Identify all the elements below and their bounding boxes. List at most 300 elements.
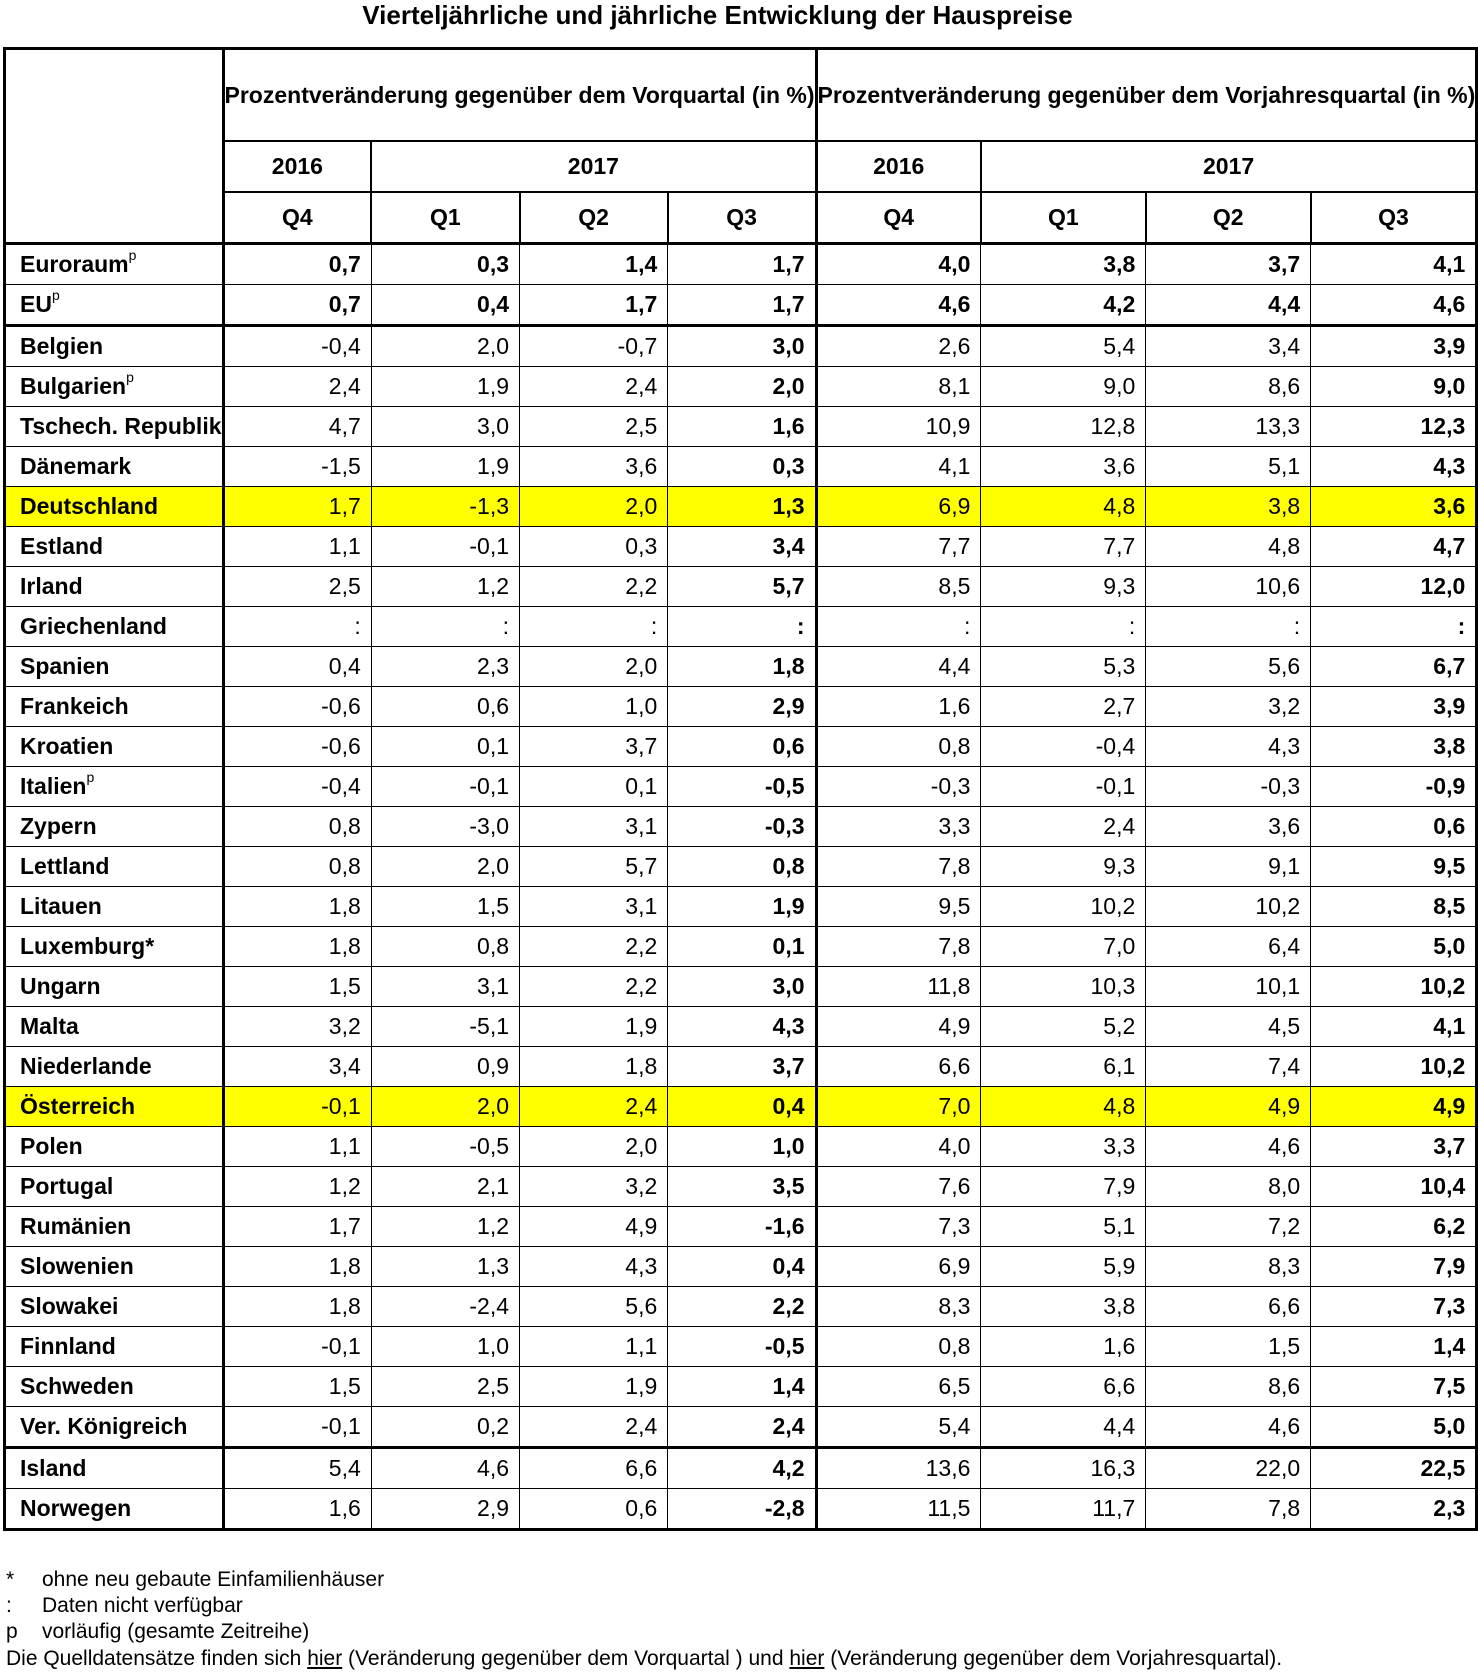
value-cell: 1,6 — [223, 1489, 371, 1530]
footnote — [6, 1567, 384, 1593]
value-cell: 0,3 — [371, 244, 519, 285]
value-cell: -0,5 — [371, 1127, 519, 1167]
header-quarter: Q4 — [816, 192, 981, 244]
value-cell: 7,9 — [981, 1167, 1146, 1207]
value-cell: 1,0 — [668, 1127, 816, 1167]
value-cell: 1,2 — [371, 1207, 519, 1247]
value-cell: 8,5 — [1311, 887, 1477, 927]
table-row — [5, 1087, 1477, 1127]
country-name: Luxemburg* — [20, 933, 155, 959]
value-cell: 7,7 — [816, 527, 981, 567]
value-cell: 4,6 — [1146, 1407, 1311, 1448]
value-cell: 3,6 — [520, 447, 668, 487]
country-cell — [5, 407, 224, 447]
value-cell: 2,0 — [371, 1087, 519, 1127]
provisional-marker: p — [126, 369, 134, 385]
value-cell: 4,3 — [668, 1007, 816, 1047]
value-cell: -0,4 — [223, 326, 371, 367]
value-cell: 7,7 — [981, 527, 1146, 567]
value-cell: 0,8 — [816, 1327, 981, 1367]
value-cell: 8,1 — [816, 367, 981, 407]
value-cell: 3,8 — [1311, 727, 1477, 767]
value-cell: 1,4 — [668, 1367, 816, 1407]
country-name: Estland — [20, 533, 104, 559]
country-cell — [5, 1287, 224, 1327]
value-cell: 4,0 — [816, 1127, 981, 1167]
value-cell: 2,2 — [520, 967, 668, 1007]
value-cell: 8,3 — [1146, 1247, 1311, 1287]
country-cell — [5, 527, 224, 567]
table-row — [5, 567, 1477, 607]
country-name: Belgien — [20, 333, 104, 359]
value-cell: 8,0 — [1146, 1167, 1311, 1207]
header-corner — [5, 49, 224, 244]
value-cell: 3,0 — [668, 967, 816, 1007]
value-cell: 2,7 — [981, 687, 1146, 727]
value-cell: 4,2 — [668, 1448, 816, 1489]
table-row — [5, 1448, 1477, 1489]
value-cell: 10,2 — [1311, 1047, 1477, 1087]
value-cell: 1,9 — [520, 1007, 668, 1047]
table-row — [5, 1007, 1477, 1047]
header-quarter: Q1 — [981, 192, 1146, 244]
value-cell: 9,0 — [981, 367, 1146, 407]
country-cell — [5, 1247, 224, 1287]
value-cell: -2,4 — [371, 1287, 519, 1327]
header-quarter: Q1 — [371, 192, 519, 244]
value-cell: 1,4 — [1311, 1327, 1477, 1367]
header-group-vorjahresquartal-label: Prozentveränderung gegenüber dem Vorjahresquartal (in %) — [817, 82, 1476, 108]
header-quarter: Q3 — [668, 192, 816, 244]
country-cell — [5, 285, 224, 326]
country-cell — [5, 647, 224, 687]
value-cell: 0,8 — [816, 727, 981, 767]
value-cell: 3,7 — [520, 727, 668, 767]
value-cell: 1,8 — [223, 887, 371, 927]
value-cell: 3,4 — [668, 527, 816, 567]
value-cell: 4,9 — [1311, 1087, 1477, 1127]
country-cell — [5, 967, 224, 1007]
country-name: Dänemark — [20, 453, 132, 479]
country-cell — [5, 567, 224, 607]
value-cell: 10,4 — [1311, 1167, 1477, 1207]
footnote-symbol: * — [6, 1568, 15, 1591]
value-cell: -1,3 — [371, 487, 519, 527]
value-cell: 3,2 — [223, 1007, 371, 1047]
value-cell: 0,6 — [520, 1489, 668, 1530]
country-name: Finnland — [20, 1333, 116, 1359]
source-note — [6, 1646, 1282, 1672]
value-cell: 2,3 — [371, 647, 519, 687]
value-cell: 4,9 — [1146, 1087, 1311, 1127]
value-cell: 0,8 — [371, 927, 519, 967]
value-cell: 3,2 — [520, 1167, 668, 1207]
value-cell: 3,1 — [520, 887, 668, 927]
value-cell: 1,6 — [816, 687, 981, 727]
country-name: Zypern — [20, 813, 97, 839]
value-cell: -0,3 — [1146, 767, 1311, 807]
value-cell: 10,3 — [981, 967, 1146, 1007]
value-cell: 5,7 — [668, 567, 816, 607]
country-cell — [5, 1047, 224, 1087]
value-cell: 6,9 — [816, 1247, 981, 1287]
table-row — [5, 1327, 1477, 1367]
value-cell: 9,5 — [816, 887, 981, 927]
table-row — [5, 1167, 1477, 1207]
value-cell: 0,4 — [223, 647, 371, 687]
value-cell: 1,9 — [371, 447, 519, 487]
footnote-text: ohne neu gebaute Einfamilienhäuser — [42, 1568, 385, 1591]
country-name: Slowakei — [20, 1293, 119, 1319]
country-name: Frankeich — [20, 693, 129, 719]
value-cell: 0,8 — [223, 807, 371, 847]
value-cell: : — [1311, 607, 1477, 647]
value-cell: 4,0 — [816, 244, 981, 285]
value-cell: 3,3 — [816, 807, 981, 847]
value-cell: 13,3 — [1146, 407, 1311, 447]
value-cell: 9,5 — [1311, 847, 1477, 887]
value-cell: -0,4 — [223, 767, 371, 807]
footnote — [6, 1593, 384, 1619]
value-cell: 4,9 — [816, 1007, 981, 1047]
source-link-vorquartal[interactable]: hier — [307, 1647, 343, 1670]
value-cell: 1,2 — [223, 1167, 371, 1207]
value-cell: 10,1 — [1146, 967, 1311, 1007]
value-cell: -0,1 — [223, 1327, 371, 1367]
source-suffix: (Veränderung gegenüber dem Vorjahresquartal). — [824, 1647, 1283, 1670]
table-row — [5, 1127, 1477, 1167]
value-cell: 6,6 — [1146, 1287, 1311, 1327]
value-cell: 0,7 — [223, 244, 371, 285]
value-cell: 9,3 — [981, 567, 1146, 607]
country-cell — [5, 326, 224, 367]
value-cell: 9,3 — [981, 847, 1146, 887]
value-cell: -0,3 — [816, 767, 981, 807]
value-cell: 5,4 — [816, 1407, 981, 1448]
country-cell — [5, 447, 224, 487]
country-name: Portugal — [20, 1173, 114, 1199]
value-cell: -0,5 — [668, 767, 816, 807]
header-quarter: Q3 — [1311, 192, 1477, 244]
value-cell: -0,1 — [371, 767, 519, 807]
header-group-vorquartal-label: Prozentveränderung gegenüber dem Vorquartal (in %) — [224, 82, 815, 108]
value-cell: 7,6 — [816, 1167, 981, 1207]
country-cell — [5, 807, 224, 847]
value-cell: 4,7 — [1311, 527, 1477, 567]
footnote — [6, 1619, 384, 1645]
footnotes — [6, 1567, 384, 1645]
value-cell: 2,3 — [1311, 1489, 1477, 1530]
value-cell: 3,1 — [520, 807, 668, 847]
value-cell: 2,2 — [520, 927, 668, 967]
value-cell: 3,9 — [1311, 687, 1477, 727]
value-cell: 1,6 — [668, 407, 816, 447]
country-name: Ver. Königreich — [20, 1413, 188, 1439]
value-cell: 7,0 — [981, 927, 1146, 967]
provisional-marker: p — [51, 287, 60, 303]
value-cell: : — [520, 607, 668, 647]
value-cell: 6,6 — [520, 1448, 668, 1489]
value-cell: 0,6 — [668, 727, 816, 767]
country-name: Griechenland — [20, 613, 167, 639]
value-cell: 9,1 — [1146, 847, 1311, 887]
provisional-marker: p — [86, 769, 95, 785]
value-cell: -2,8 — [668, 1489, 816, 1530]
value-cell: -0,6 — [223, 727, 371, 767]
value-cell: 1,7 — [668, 285, 816, 326]
footnote-text: vorläufig (gesamte Zeitreihe) — [42, 1620, 310, 1643]
value-cell: 4,4 — [981, 1407, 1146, 1448]
value-cell: 8,6 — [1146, 1367, 1311, 1407]
table-row — [5, 244, 1477, 285]
value-cell: -0,6 — [223, 687, 371, 727]
value-cell: 1,5 — [371, 887, 519, 927]
value-cell: 1,0 — [371, 1327, 519, 1367]
table-row — [5, 647, 1477, 687]
value-cell: 5,1 — [1146, 447, 1311, 487]
value-cell: 5,9 — [981, 1247, 1146, 1287]
footnote-symbol: p — [6, 1620, 18, 1643]
value-cell: 1,8 — [223, 1287, 371, 1327]
country-cell — [5, 1448, 224, 1489]
table-row — [5, 527, 1477, 567]
country-cell — [5, 847, 224, 887]
value-cell: 0,4 — [371, 285, 519, 326]
header-year: 2017 — [981, 141, 1477, 192]
value-cell: -0,9 — [1311, 767, 1477, 807]
value-cell: : — [816, 607, 981, 647]
table-row — [5, 487, 1477, 527]
value-cell: 5,0 — [1311, 1407, 1477, 1448]
country-cell — [5, 927, 224, 967]
value-cell: -0,1 — [223, 1407, 371, 1448]
country-name: Niederlande — [20, 1053, 152, 1079]
country-cell — [5, 607, 224, 647]
footnote-symbol: : — [6, 1594, 12, 1617]
table-row — [5, 1047, 1477, 1087]
value-cell: 4,3 — [520, 1247, 668, 1287]
value-cell: 5,4 — [981, 326, 1146, 367]
source-link-vorjahresquartal[interactable]: hier — [789, 1647, 825, 1670]
value-cell: 1,5 — [223, 967, 371, 1007]
value-cell: 7,3 — [816, 1207, 981, 1247]
value-cell: : — [1146, 607, 1311, 647]
value-cell: 1,2 — [371, 567, 519, 607]
value-cell: 4,1 — [1311, 1007, 1477, 1047]
country-name: Island — [20, 1455, 87, 1481]
value-cell: 2,1 — [371, 1167, 519, 1207]
value-cell: 2,9 — [371, 1489, 519, 1530]
value-cell: 4,1 — [1311, 244, 1477, 285]
value-cell: 3,4 — [1146, 326, 1311, 367]
value-cell: 6,2 — [1311, 1207, 1477, 1247]
value-cell: 4,8 — [981, 487, 1146, 527]
value-cell: 2,0 — [668, 367, 816, 407]
country-cell — [5, 1489, 224, 1530]
value-cell: 2,0 — [520, 1127, 668, 1167]
table-row — [5, 887, 1477, 927]
value-cell: 1,9 — [668, 887, 816, 927]
table-row — [5, 607, 1477, 647]
value-cell: 22,0 — [1146, 1448, 1311, 1489]
value-cell: 6,9 — [816, 487, 981, 527]
value-cell: -0,3 — [668, 807, 816, 847]
value-cell: 7,8 — [1146, 1489, 1311, 1530]
value-cell: : — [668, 607, 816, 647]
country-name: Litauen — [20, 893, 102, 919]
country-name: Bulgarien — [20, 373, 127, 399]
header-group-vorjahresquartal — [816, 49, 1477, 142]
value-cell: 2,2 — [668, 1287, 816, 1327]
value-cell: 3,4 — [223, 1047, 371, 1087]
value-cell: 7,5 — [1311, 1367, 1477, 1407]
value-cell: 6,5 — [816, 1367, 981, 1407]
value-cell: 0,1 — [371, 727, 519, 767]
value-cell: 2,5 — [520, 407, 668, 447]
country-cell — [5, 887, 224, 927]
value-cell: 1,9 — [520, 1367, 668, 1407]
country-name: Irland — [20, 573, 83, 599]
value-cell: 2,4 — [520, 367, 668, 407]
value-cell: 3,8 — [1146, 487, 1311, 527]
source-prefix: Die Quelldatensätze finden sich — [6, 1647, 308, 1670]
table-body — [5, 244, 1477, 1530]
value-cell: 11,8 — [816, 967, 981, 1007]
value-cell: : — [371, 607, 519, 647]
value-cell: 1,5 — [1146, 1327, 1311, 1367]
value-cell: 10,2 — [1146, 887, 1311, 927]
value-cell: 1,7 — [520, 285, 668, 326]
value-cell: 11,5 — [816, 1489, 981, 1530]
table-row — [5, 1207, 1477, 1247]
value-cell: 3,6 — [981, 447, 1146, 487]
country-name: Rumänien — [20, 1213, 132, 1239]
country-name: Österreich — [20, 1093, 136, 1119]
value-cell: 1,9 — [371, 367, 519, 407]
value-cell: 10,6 — [1146, 567, 1311, 607]
value-cell: -3,0 — [371, 807, 519, 847]
value-cell: 1,5 — [223, 1367, 371, 1407]
value-cell: 3,8 — [981, 244, 1146, 285]
value-cell: 2,4 — [520, 1407, 668, 1448]
country-cell — [5, 244, 224, 285]
header-quarter: Q2 — [520, 192, 668, 244]
value-cell: 2,5 — [223, 567, 371, 607]
value-cell: 2,0 — [520, 487, 668, 527]
value-cell: 5,4 — [223, 1448, 371, 1489]
value-cell: 3,0 — [371, 407, 519, 447]
value-cell: 10,2 — [981, 887, 1146, 927]
value-cell: 3,6 — [1146, 807, 1311, 847]
value-cell: 1,7 — [668, 244, 816, 285]
country-name: Tschech. Republik — [20, 413, 222, 439]
country-cell — [5, 1207, 224, 1247]
country-name: Lettland — [20, 853, 110, 879]
value-cell: 3,7 — [1311, 1127, 1477, 1167]
value-cell: 1,7 — [223, 1207, 371, 1247]
provisional-marker: p — [128, 247, 137, 263]
value-cell: 3,2 — [1146, 687, 1311, 727]
value-cell: 2,0 — [371, 847, 519, 887]
value-cell: 1,6 — [981, 1327, 1146, 1367]
header-year: 2017 — [371, 141, 816, 192]
table-row — [5, 447, 1477, 487]
value-cell: -1,6 — [668, 1207, 816, 1247]
table-row — [5, 1489, 1477, 1530]
value-cell: 1,1 — [520, 1327, 668, 1367]
value-cell: 4,3 — [1146, 727, 1311, 767]
value-cell: 3,3 — [981, 1127, 1146, 1167]
table-row — [5, 927, 1477, 967]
value-cell: 4,6 — [1146, 1127, 1311, 1167]
value-cell: 1,8 — [520, 1047, 668, 1087]
value-cell: 7,2 — [1146, 1207, 1311, 1247]
footnote-text: Daten nicht verfügbar — [42, 1594, 243, 1617]
table-row — [5, 1367, 1477, 1407]
header-year: 2016 — [223, 141, 371, 192]
value-cell: 12,3 — [1311, 407, 1477, 447]
table-row — [5, 285, 1477, 326]
value-cell: 6,1 — [981, 1047, 1146, 1087]
value-cell: 6,6 — [981, 1367, 1146, 1407]
value-cell: 6,6 — [816, 1047, 981, 1087]
value-cell: 3,5 — [668, 1167, 816, 1207]
value-cell: 7,3 — [1311, 1287, 1477, 1327]
table-row — [5, 687, 1477, 727]
value-cell: 5,1 — [981, 1207, 1146, 1247]
value-cell: -0,5 — [668, 1327, 816, 1367]
country-cell — [5, 1127, 224, 1167]
value-cell: 1,8 — [668, 647, 816, 687]
header-quarter: Q2 — [1146, 192, 1311, 244]
value-cell: 3,8 — [981, 1287, 1146, 1327]
value-cell: -5,1 — [371, 1007, 519, 1047]
country-name: Malta — [20, 1013, 79, 1039]
value-cell: 16,3 — [981, 1448, 1146, 1489]
table-row — [5, 727, 1477, 767]
value-cell: 5,7 — [520, 847, 668, 887]
value-cell: 4,4 — [1146, 285, 1311, 326]
value-cell: 1,7 — [223, 487, 371, 527]
value-cell: 12,8 — [981, 407, 1146, 447]
value-cell: 5,6 — [520, 1287, 668, 1327]
value-cell: 1,1 — [223, 1127, 371, 1167]
table-row — [5, 967, 1477, 1007]
value-cell: 1,3 — [371, 1247, 519, 1287]
value-cell: 3,0 — [668, 326, 816, 367]
value-cell: -0,1 — [981, 767, 1146, 807]
value-cell: 3,9 — [1311, 326, 1477, 367]
country-cell — [5, 367, 224, 407]
value-cell: 0,3 — [520, 527, 668, 567]
header-group-vorquartal — [223, 49, 816, 142]
value-cell: 4,4 — [816, 647, 981, 687]
country-name: Schweden — [20, 1373, 134, 1399]
source-middle: (Veränderung gegenüber dem Vorquartal ) und — [342, 1647, 790, 1670]
table-row — [5, 1247, 1477, 1287]
value-cell: 7,0 — [816, 1087, 981, 1127]
value-cell: 4,2 — [981, 285, 1146, 326]
value-cell: 11,7 — [981, 1489, 1146, 1530]
value-cell: 2,4 — [668, 1407, 816, 1448]
value-cell: 0,1 — [668, 927, 816, 967]
value-cell: 5,3 — [981, 647, 1146, 687]
country-cell — [5, 1087, 224, 1127]
value-cell: 0,7 — [223, 285, 371, 326]
country-name: Deutschland — [20, 493, 159, 519]
value-cell: 6,4 — [1146, 927, 1311, 967]
country-name: Ungarn — [20, 973, 101, 999]
